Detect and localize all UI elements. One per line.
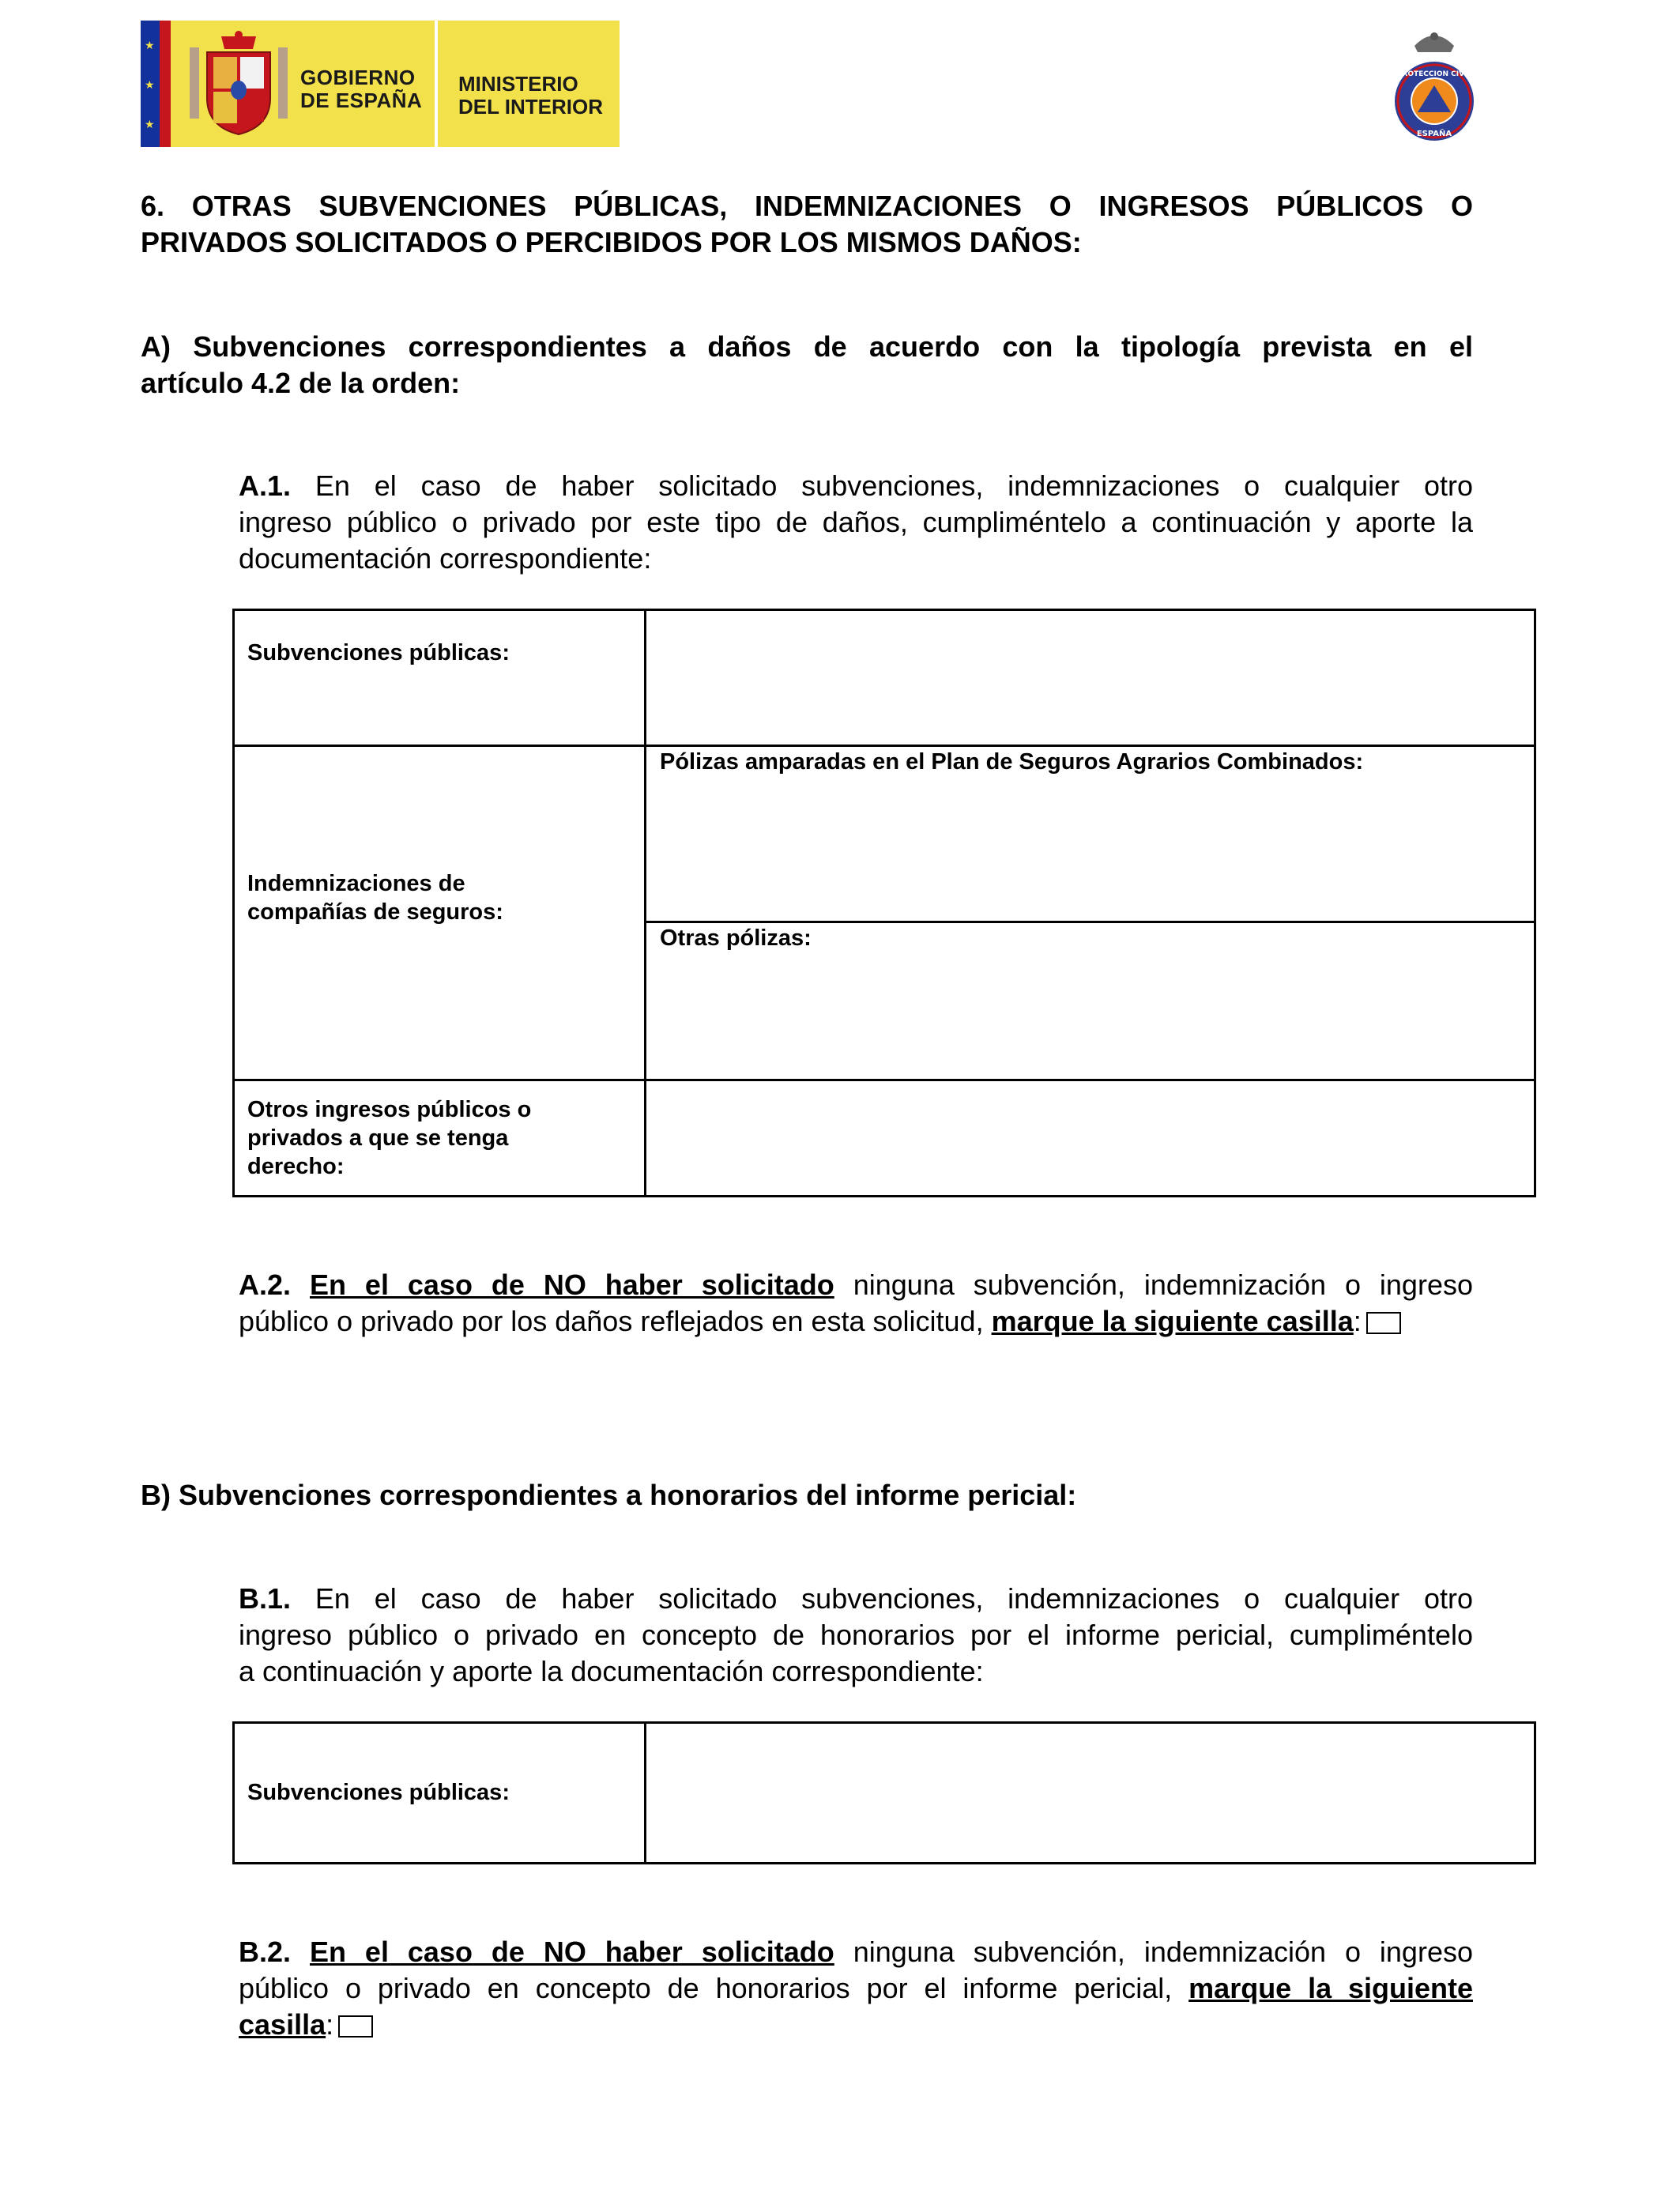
gobierno-espana-logo bbox=[141, 21, 620, 147]
star-icon: ★ bbox=[145, 39, 155, 51]
section-a-title: A) Subvenciones correspondientes a daños de acuerdo con la tipología prevista en el artículo 4.2 de la orden: bbox=[141, 330, 1473, 399]
table-a-subvenciones-publicas-label: Subvenciones públicas: bbox=[247, 640, 510, 665]
coat-of-arms-icon bbox=[190, 30, 288, 138]
proteccion-civil-logo bbox=[1391, 28, 1478, 147]
eu-flag-strip bbox=[141, 21, 160, 147]
star-icon: ★ bbox=[145, 78, 155, 91]
polizas-agrarios-field[interactable] bbox=[646, 782, 1534, 921]
a2-no-solicitado-checkbox[interactable] bbox=[1366, 1312, 1401, 1334]
b1-paragraph: B.1. En el caso de haber solicitado subvenciones, indemnizaciones o cualquier otro ingreso público o privado en concepto de honorarios por el informe pericial, cumpliméntelo a continuación y aporte la documentación correspondiente: bbox=[239, 1582, 1473, 1687]
otros-ingresos-field[interactable] bbox=[646, 1081, 1534, 1195]
subvenciones-publicas-field[interactable] bbox=[646, 611, 1534, 745]
table-a-otros-ingresos-label: Otros ingresos públicos o privados a que se tenga derecho: bbox=[247, 1097, 532, 1179]
b2-paragraph: B.2. En el caso de NO haber solicitado ninguna subvención, indemnización o ingreso público o privado en concepto de honorarios por el informe pericial, marque la siguiente casilla: bbox=[239, 1936, 1473, 2041]
b2-no-solicitado-checkbox[interactable] bbox=[338, 2015, 373, 2038]
table-a-polizas-agrarios-label: Pólizas amparadas en el Plan de Seguros Agrarios Combinados: bbox=[660, 749, 1364, 775]
ministerio-text: MINISTERIO DEL INTERIOR bbox=[458, 72, 603, 119]
section-6-title: 6. OTRAS SUBVENCIONES PÚBLICAS, INDEMNIZACIONES O INGRESOS PÚBLICOS O PRIVADOS SOLICITADOS O PERCIBIDOS POR LOS MISMOS DAÑOS: bbox=[141, 190, 1473, 258]
section-b-title: B) Subvenciones correspondientes a honorarios del informe pericial: bbox=[141, 1479, 1077, 1511]
gobierno-text: GOBIERNO DE ESPAÑA bbox=[300, 66, 423, 112]
a2-paragraph: A.2. En el caso de NO haber solicitado ninguna subvención, indemnización o ingreso público o privado por los daños reflejados en esta solicitud, marque la siguiente casilla: bbox=[239, 1269, 1473, 1337]
a1-paragraph: A.1. En el caso de haber solicitado subvenciones, indemnizaciones o cualquier otro ingreso público o privado por este tipo de daños, cumpliméntelo a continuación y aporte la documentación correspondiente: bbox=[239, 469, 1473, 575]
otras-polizas-field[interactable] bbox=[646, 956, 1534, 1079]
b-subvenciones-publicas-field[interactable] bbox=[646, 1724, 1534, 1862]
table-b-subvenciones-publicas-label: Subvenciones públicas: bbox=[247, 1780, 510, 1805]
table-a-otras-polizas-label: Otras pólizas: bbox=[660, 925, 812, 951]
star-icon: ★ bbox=[145, 118, 155, 130]
svg-text:ESPAÑA: ESPAÑA bbox=[1416, 130, 1452, 138]
table-a-indemnizaciones-label: Indemnizaciones de compañías de seguros: bbox=[247, 871, 503, 925]
svg-text:PROTECCION CIVIL: PROTECCION CIVIL bbox=[1396, 70, 1472, 78]
